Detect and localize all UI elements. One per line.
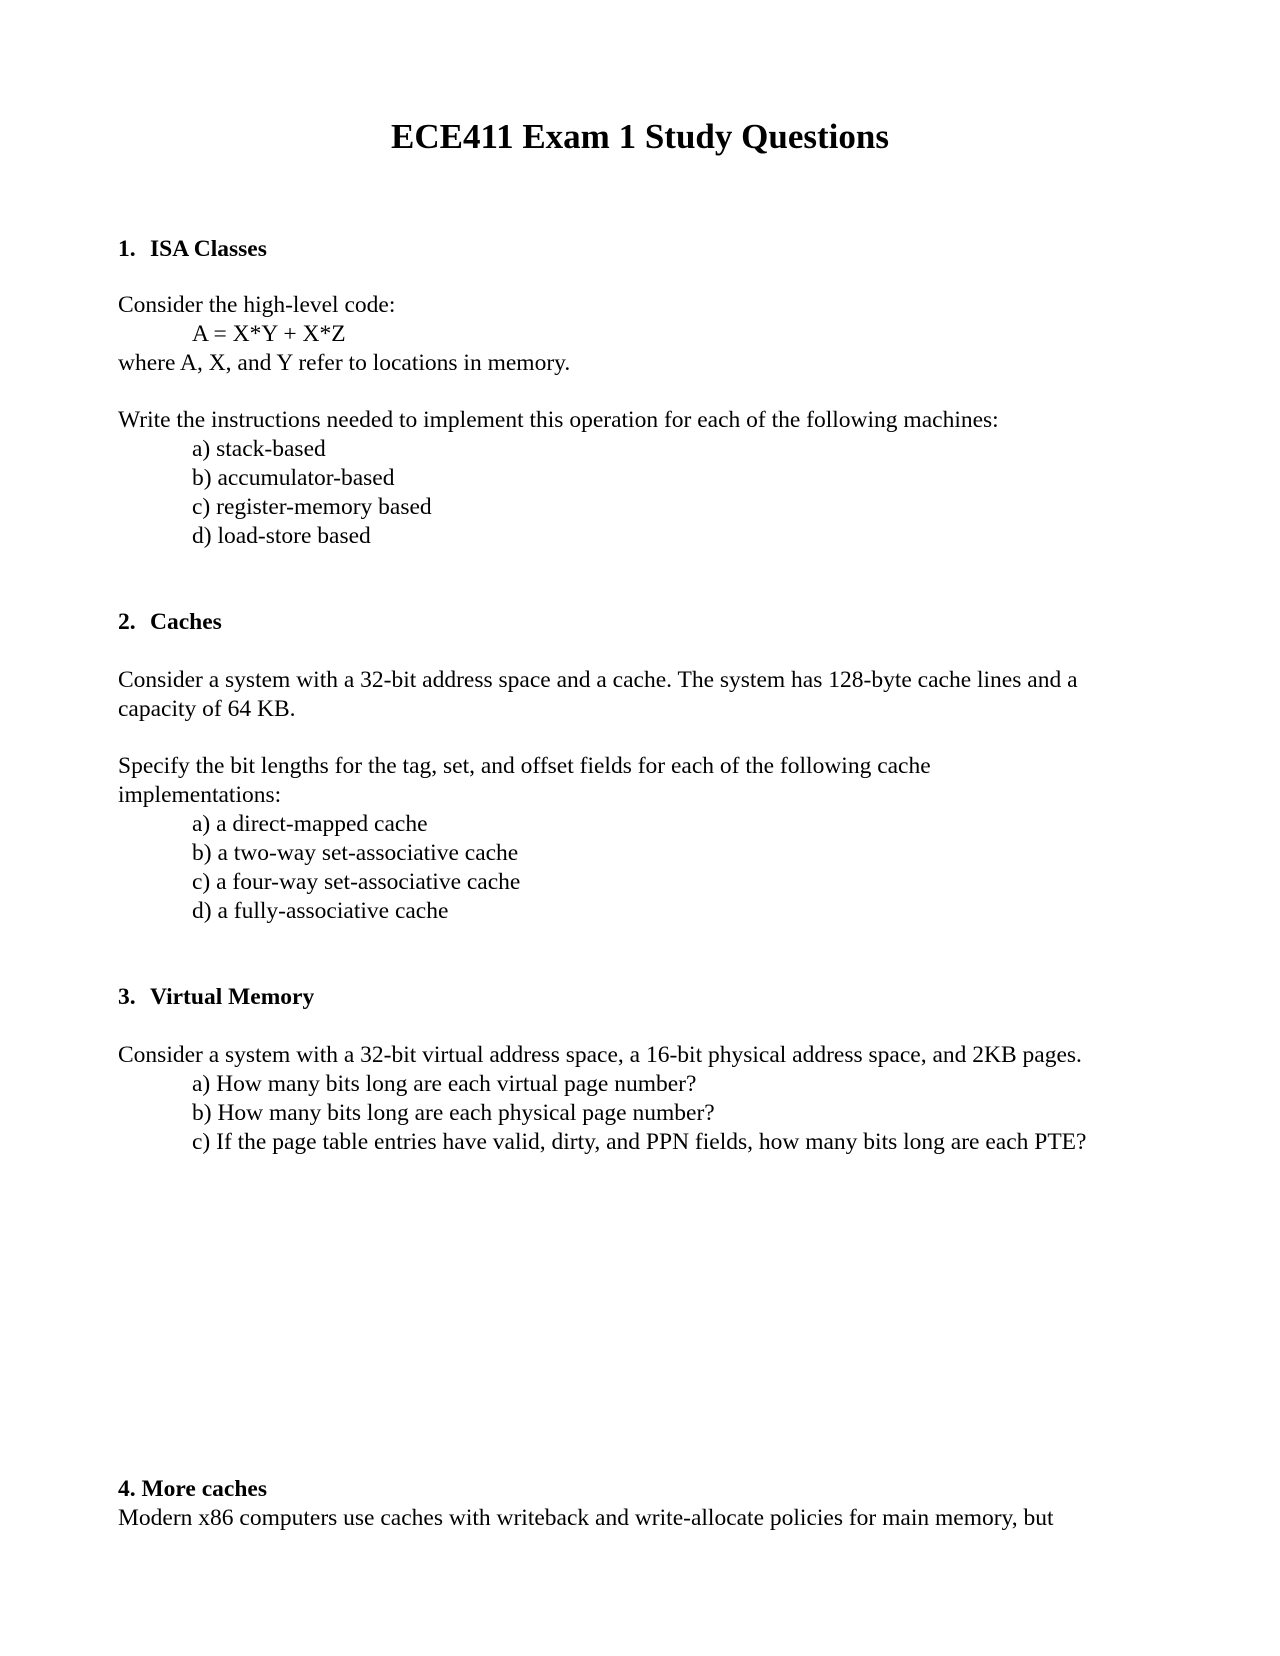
section-1-where: where A, X, and Y refer to locations in memory. [118,350,571,376]
list-item: d) a fully-associative cache [192,898,449,924]
page-title: ECE411 Exam 1 Study Questions [391,117,889,156]
section-2-title: Caches [150,609,222,635]
section-2-para1-line1: Consider a system with a 32-bit address space and a cache. The system has 128-byte cache lines and a [118,667,1078,693]
section-4-heading: 4. More caches [118,1476,267,1502]
section-4-text: Modern x86 computers use caches with writeback and write-allocate policies for main memory, but [118,1505,1054,1531]
section-1-code: A = X*Y + X*Z [192,321,346,347]
list-item: d) load-store based [192,523,371,549]
list-item: b) a two-way set-associative cache [192,840,519,866]
section-1-prompt: Write the instructions needed to implement this operation for each of the following machines: [118,407,999,433]
list-item: c) If the page table entries have valid, dirty, and PPN fields, how many bits long are each PTE? [192,1129,1087,1155]
section-3-number: 3. [118,984,136,1010]
section-1-title: ISA Classes [150,236,267,262]
section-2-para2-line2: implementations: [118,782,282,808]
list-item: c) register-memory based [192,494,432,520]
section-1-number: 1. [118,236,136,262]
section-3-heading [118,983,314,1012]
section-3-intro: Consider a system with a 32-bit virtual address space, a 16-bit physical address space, and 2KB pages. [118,1042,1082,1068]
section-2-heading [118,608,222,637]
section-2-number: 2. [118,609,136,635]
list-item: a) How many bits long are each virtual page number? [192,1071,697,1097]
list-item: b) accumulator-based [192,465,395,491]
list-item: a) stack-based [192,436,326,462]
list-item: b) How many bits long are each physical page number? [192,1100,715,1126]
section-1-heading [118,235,267,264]
section-2-para1-line2: capacity of 64 KB. [118,696,296,722]
list-item: c) a four-way set-associative cache [192,869,521,895]
list-item: a) a direct-mapped cache [192,811,428,837]
section-1-intro: Consider the high-level code: [118,292,396,318]
section-3-title: Virtual Memory [150,984,315,1010]
section-2-para2-line1: Specify the bit lengths for the tag, set, and offset fields for each of the following cache [118,753,931,779]
